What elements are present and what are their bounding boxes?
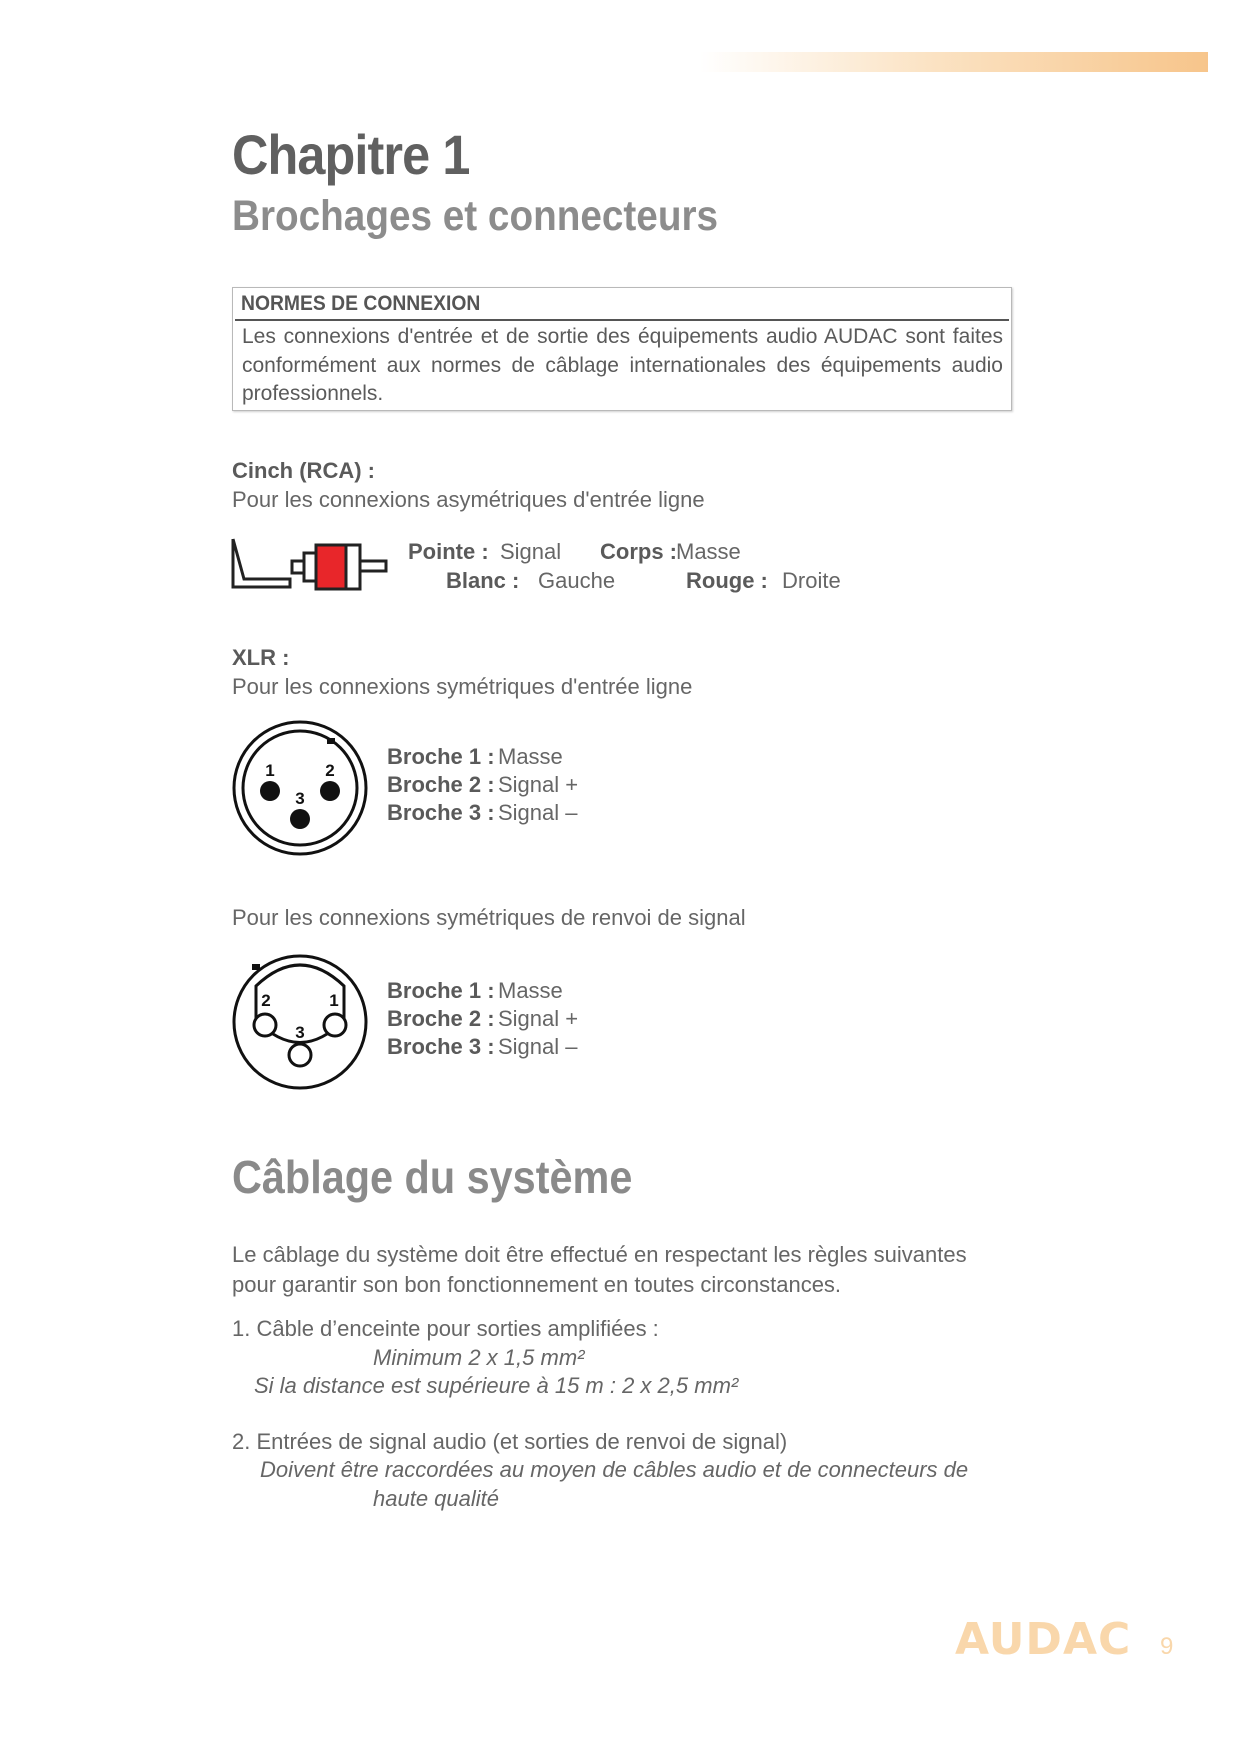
xlr-out-description: Pour les connexions symétriques de renvoi de signal [232, 905, 746, 930]
rca-white-value: Gauche [538, 568, 616, 593]
rca-red-label: Rouge : [686, 568, 768, 593]
xlr-out-pin2-label: Broche 2 : [387, 1006, 495, 1031]
xlr-out-pin-number-3: 3 [295, 1023, 305, 1042]
chapter-title: Chapitre 1 [232, 123, 470, 186]
xlr-out-pin-number-1: 1 [329, 991, 339, 1010]
xlr-pin2-label: Broche 2 : [387, 772, 495, 797]
wiring-item1-line1: Minimum 2 x 1,5 mm² [373, 1345, 585, 1370]
wiring-intro: Le câblage du système doit être effectué en respectant les règles suivantes pour garantir son bon fonctionnement en toutes circonstances. [232, 1242, 967, 1297]
xlr-out-pin-number-2: 2 [261, 991, 271, 1010]
xlr-pin1-label: Broche 1 : [387, 744, 495, 769]
rca-title: Cinch (RCA) : [232, 458, 375, 483]
xlr-pin1-value: Masse [498, 744, 563, 769]
norms-box-divider [235, 319, 1009, 321]
rca-body-label: Corps : [600, 539, 677, 564]
wiring-item1-title: 1. Câble d’enceinte pour sorties amplifiées : [232, 1316, 659, 1341]
xlr-pin-1 [260, 781, 280, 801]
rca-tip-value: Signal [500, 539, 562, 564]
audac-logo: AUDAC [955, 1614, 1132, 1665]
wiring-item2-line1: Doivent être raccordées au moyen de câbles audio et de connecteurs de [260, 1457, 969, 1482]
rca-body-value: Masse [676, 539, 741, 564]
wiring-section-title: Câblage du système [232, 1151, 633, 1203]
xlr-title: XLR : [232, 645, 290, 670]
xlr-pin3-label: Broche 3 : [387, 800, 495, 825]
rca-tip-label: Pointe : [408, 539, 489, 564]
xlr-out-pin3-label: Broche 3 : [387, 1034, 495, 1059]
rca-red-value: Droite [782, 568, 841, 593]
xlr-description: Pour les connexions symétriques d'entrée ligne [232, 674, 693, 699]
xlr-pin2-value: Signal + [498, 772, 579, 797]
xlr-male-connector-icon [230, 718, 370, 858]
xlr-out-pin-2 [254, 1014, 276, 1036]
page-number: 9 [1160, 1633, 1174, 1660]
xlr-pin3-value: Signal – [498, 800, 578, 825]
wiring-item2-title: 2. Entrées de signal audio (et sorties de renvoi de signal) [232, 1429, 788, 1454]
wiring-item2-line2: haute qualité [373, 1486, 499, 1511]
header-accent-bar [700, 52, 1208, 72]
norms-box-title: NORMES DE CONNEXION [241, 292, 481, 315]
chapter-subtitle: Brochages et connecteurs [232, 192, 719, 240]
xlr-pin-number-1: 1 [265, 761, 275, 780]
wiring-item1-line2: Si la distance est supérieure à 15 m : 2 x 2,5 mm² [254, 1373, 739, 1398]
rca-description: Pour les connexions asymétriques d'entrée ligne [232, 487, 705, 512]
norms-box-body: Les connexions d'entrée et de sortie des équipements audio AUDAC sont faites conformément aux normes de câblage internationales des équipements audio professionnels. [242, 325, 1003, 405]
xlr-out-pin1-label: Broche 1 : [387, 978, 495, 1003]
rca-plug-icon [230, 533, 400, 593]
xlr-pin-number-3: 3 [295, 789, 305, 808]
xlr-out-pin-1 [324, 1014, 346, 1036]
xlr-out-pin1-value: Masse [498, 978, 563, 1003]
xlr-pin-2 [320, 781, 340, 801]
xlr-out-pin3-value: Signal – [498, 1034, 578, 1059]
xlr-female-connector-icon [230, 950, 370, 1090]
xlr-out-pin2-value: Signal + [498, 1006, 579, 1031]
xlr-out-pin-3 [289, 1044, 311, 1066]
rca-white-label: Blanc : [446, 568, 520, 593]
xlr-pin-number-2: 2 [325, 761, 335, 780]
connection-norms-box [232, 287, 1012, 411]
xlr-pin-3 [290, 809, 310, 829]
